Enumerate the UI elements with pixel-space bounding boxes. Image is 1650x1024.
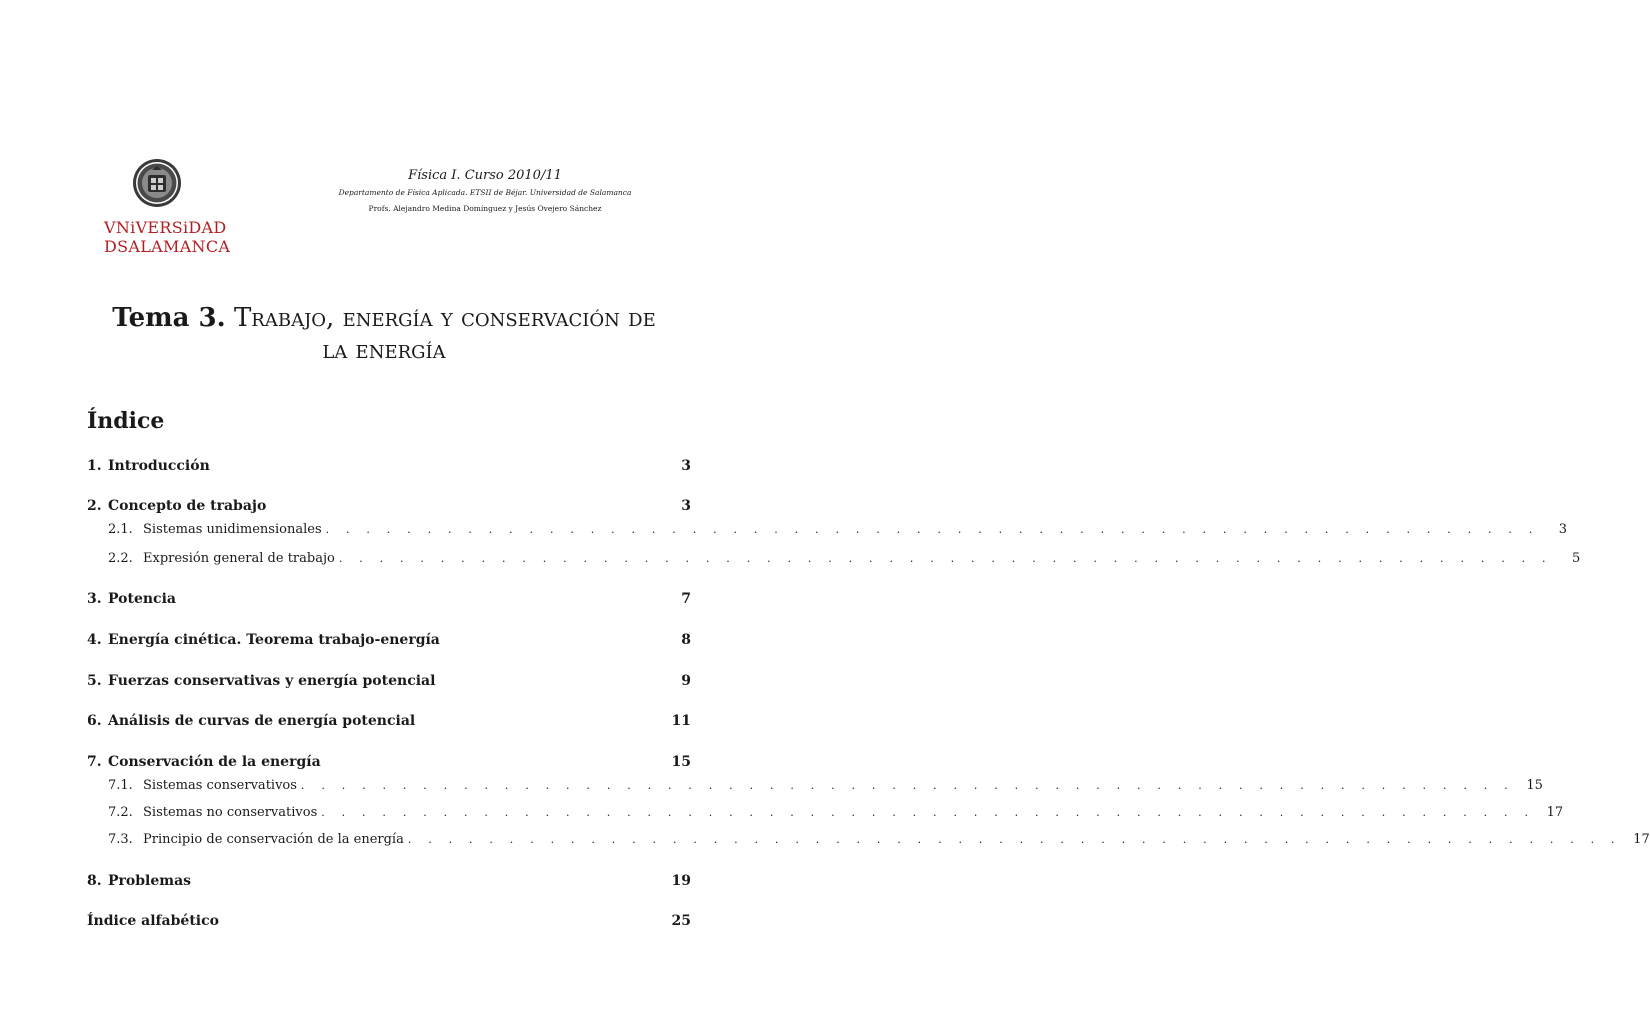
toc-entry[interactable] xyxy=(87,673,691,693)
chapter-title xyxy=(80,302,688,366)
toc-entry[interactable] xyxy=(87,458,691,478)
index-heading: Índice xyxy=(87,408,165,434)
chapter-number: Tema 3. xyxy=(112,303,226,333)
toc-entry-page: 3 xyxy=(681,458,691,474)
toc-entry-label: Fuerzas conservativas y energía potencial xyxy=(108,673,436,689)
toc-subentry-page: 17 xyxy=(1546,805,1564,820)
toc-entry-number: 8. xyxy=(87,873,102,889)
toc-entry-label: Conservación de la energía xyxy=(108,754,321,770)
toc-entry-number: 7. xyxy=(87,754,102,770)
course-title: Física I. Curso 2010/11 xyxy=(408,168,562,183)
toc-entry-number: 3. xyxy=(87,591,102,607)
toc-entry[interactable] xyxy=(87,913,691,933)
toc-entry-label: Problemas xyxy=(108,873,192,889)
toc-entry-number: 4. xyxy=(87,632,102,648)
toc-subentry-number: 7.1. xyxy=(108,778,133,793)
toc-dot-leader: . . . . . . . . . . . . . . . . . . . . . . . . . . . . . . . . . . . . . . . . . . . . . . . . . . . . . . . . . . . . xyxy=(407,833,1622,846)
toc-dot-leader: . . . . . . . . . . . . . . . . . . . . . . . . . . . . . . . . . . . . . . . . . . . . . . . . . . . . . . . . . . . . xyxy=(321,806,1535,819)
toc-entry-page: 11 xyxy=(671,713,691,729)
toc-entry-page: 15 xyxy=(671,754,691,770)
toc-subentry-page: 17 xyxy=(1633,832,1650,847)
toc-subentry-number: 2.1. xyxy=(108,522,133,537)
toc-subentry[interactable] xyxy=(108,805,1564,825)
professors: Profs. Alejandro Medina Domínguez y Jesús Ovejero Sánchez xyxy=(368,204,602,213)
university-logo xyxy=(104,158,231,256)
toc-entry-label: Análisis de curvas de energía potencial xyxy=(108,713,416,729)
chapter-title-line1: Trabajo, energía y conservación de xyxy=(233,303,656,333)
toc-subentry[interactable] xyxy=(108,832,1650,852)
toc-entry-number: 5. xyxy=(87,673,102,689)
toc-dot-leader: . . . . . . . . . . . . . . . . . . . . . . . . . . . . . . . . . . . . . . . . . . . . . . . . . . . . . . . . . . . . xyxy=(300,779,1515,792)
toc-entry[interactable] xyxy=(87,754,691,774)
toc-entry[interactable] xyxy=(87,498,691,518)
toc-entry-page: 8 xyxy=(681,632,691,648)
chapter-title-line2: la energía xyxy=(322,335,446,365)
toc-entry-label: Índice alfabético xyxy=(87,913,219,929)
toc-entry-number: 2. xyxy=(87,498,102,514)
toc-subentry-page: 5 xyxy=(1571,551,1581,566)
university-name-line1: VNiVERSiDAD xyxy=(104,218,227,237)
toc-entry-number: 1. xyxy=(87,458,102,474)
toc-subentry-number: 2.2. xyxy=(108,551,133,566)
toc-subentry[interactable] xyxy=(108,522,1568,542)
toc-entry-number: 6. xyxy=(87,713,102,729)
toc-subentry-label: Sistemas conservativos xyxy=(143,778,297,793)
toc-entry-page: 9 xyxy=(681,673,691,689)
toc-subentry-number: 7.3. xyxy=(108,832,133,847)
toc-entry[interactable] xyxy=(87,873,691,893)
toc-subentry-page: 15 xyxy=(1526,778,1543,793)
toc-entry[interactable] xyxy=(87,713,691,733)
course-info xyxy=(230,166,740,218)
toc-entry-label: Energía cinética. Teorema trabajo-energía xyxy=(108,632,440,648)
university-seal-icon xyxy=(132,158,182,208)
toc-subentry[interactable] xyxy=(108,551,1581,571)
toc-subentry[interactable] xyxy=(108,778,1543,798)
toc-dot-leader: . . . . . . . . . . . . . . . . . . . . . . . . . . . . . . . . . . . . . . . . . . . . . . . . . . . . . . . . . . . . xyxy=(338,552,1553,565)
department: Departamento de Física Aplicada. ETSII de Béjar. Universidad de Salamanca xyxy=(338,188,632,197)
toc-entry-label: Potencia xyxy=(108,591,176,607)
toc-subentry-label: Principio de conservación de la energía xyxy=(143,832,404,847)
toc-entry-page: 3 xyxy=(681,498,691,514)
toc-subentry-label: Expresión general de trabajo xyxy=(143,551,335,566)
toc-entry-page: 19 xyxy=(671,873,691,889)
toc-entry[interactable] xyxy=(87,632,691,652)
toc-entry-label: Concepto de trabajo xyxy=(108,498,267,514)
toc-subentry-number: 7.2. xyxy=(108,805,133,820)
university-name-line2: DSALAMANCA xyxy=(104,237,231,256)
toc-subentry-label: Sistemas no conservativos xyxy=(143,805,318,820)
toc-entry-label: Introducción xyxy=(108,458,210,474)
toc-dot-leader: . . . . . . . . . . . . . . . . . . . . . . . . . . . . . . . . . . . . . . . . . . . . . . . . . . . . . . . . . . . . xyxy=(325,523,1540,536)
toc-subentry-page: 3 xyxy=(1558,522,1568,537)
toc-subentry-label: Sistemas unidimensionales xyxy=(143,522,322,537)
toc-entry-page: 7 xyxy=(681,591,691,607)
toc-entry[interactable] xyxy=(87,591,691,611)
toc-entry-page: 25 xyxy=(671,913,691,929)
